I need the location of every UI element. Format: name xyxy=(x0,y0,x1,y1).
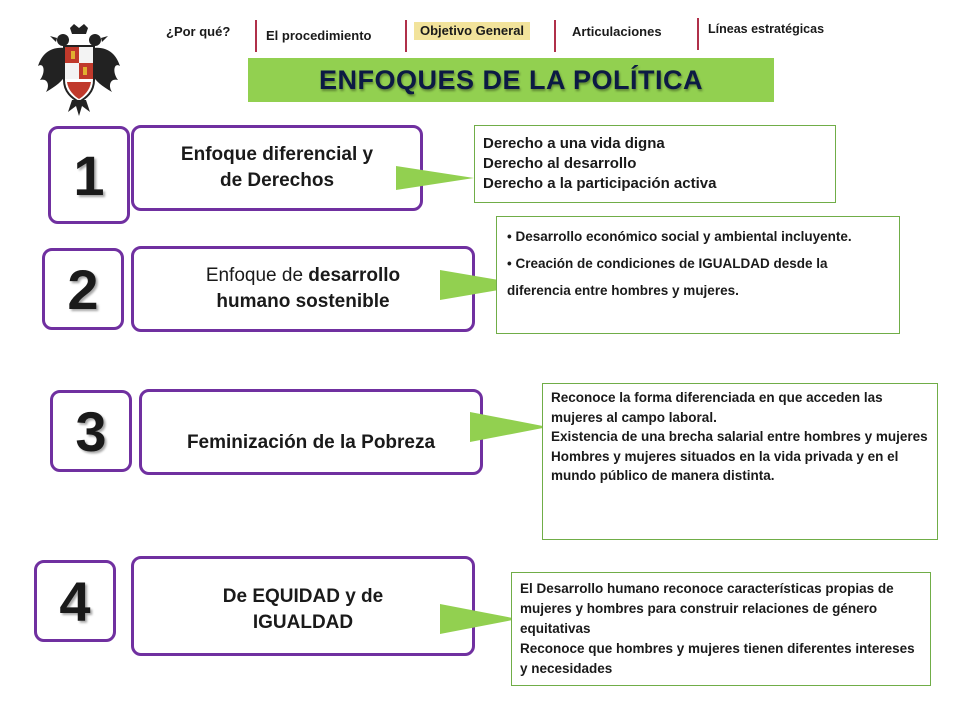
bullet-text: Desarrollo económico social y ambiental incluyente. xyxy=(515,229,852,244)
enfoque-box-4 xyxy=(131,556,475,656)
number-label: 3 xyxy=(75,399,107,463)
description-line: El Desarrollo humano reconoce características propias de mujeres y hombres para construir relaciones de género equitativas xyxy=(520,581,894,636)
enfoque-box-1 xyxy=(131,125,423,211)
title-banner xyxy=(248,58,774,102)
nav-divider xyxy=(255,20,257,52)
nav-item-lineas-estrategicas[interactable]: Líneas estratégicas xyxy=(708,22,825,36)
bullet-item: • Creación de condiciones de IGUALDAD desde la diferencia entre hombres y mujeres. xyxy=(507,256,828,298)
enfoque-label-line: IGUALDAD xyxy=(252,612,354,633)
enfoque-label-part: Enfoque de xyxy=(205,265,309,286)
top-navigation xyxy=(0,18,960,54)
arrow-connector-4 xyxy=(440,602,520,636)
number-label: 1 xyxy=(73,143,105,207)
nav-divider xyxy=(554,20,556,52)
description-line: Derecho al desarrollo xyxy=(483,155,637,172)
number-badge-1 xyxy=(48,126,130,224)
nav-item-objetivo-general[interactable]: Objetivo General xyxy=(414,22,530,40)
description-line: Reconoce que hombres y mujeres tienen diferentes intereses y necesidades xyxy=(520,641,915,676)
enfoque-box-2 xyxy=(131,246,475,332)
description-box-3 xyxy=(542,383,938,540)
page-title: ENFOQUES DE LA POLÍTICA xyxy=(318,64,703,95)
nav-divider xyxy=(405,20,407,52)
nav-divider xyxy=(697,18,699,50)
number-badge-4 xyxy=(34,560,116,642)
enfoque-label-line: de Derechos xyxy=(219,170,335,191)
enfoque-label-line: Enfoque diferencial y xyxy=(180,144,374,165)
arrow-connector-3 xyxy=(470,410,550,444)
bullet-item: • Desarrollo económico social y ambiental incluyente. xyxy=(507,229,852,244)
nav-item-procedimiento[interactable]: El procedimiento xyxy=(266,28,372,43)
enfoque-label-line: humano sostenible xyxy=(216,291,390,312)
number-label: 4 xyxy=(59,569,91,633)
enfoque-label-line: Feminización de la Pobreza xyxy=(186,432,436,453)
nav-item-por-que[interactable]: ¿Por qué? xyxy=(166,24,231,39)
enfoque-label-part: desarrollo xyxy=(308,265,401,286)
description-box-1 xyxy=(474,125,836,203)
description-line: Reconoce la forma diferenciada en que acceden las mujeres al campo laboral. xyxy=(551,390,883,425)
nav-item-articulaciones[interactable]: Articulaciones xyxy=(572,24,662,39)
number-badge-2 xyxy=(42,248,124,330)
description-box-4 xyxy=(511,572,931,686)
enfoque-box-3 xyxy=(139,389,483,475)
description-line: Derecho a la participación activa xyxy=(483,175,717,192)
description-line: Existencia de una brecha salarial entre hombres y mujeres xyxy=(551,429,928,444)
bullet-text: Creación de condiciones de IGUALDAD desde la diferencia entre hombres y mujeres. xyxy=(507,256,828,298)
number-badge-3 xyxy=(50,390,132,472)
description-box-2 xyxy=(496,216,900,334)
description-line: Hombres y mujeres situados en la vida privada y en el mundo público de manera distinta. xyxy=(551,448,899,483)
description-line: Derecho a una vida digna xyxy=(483,135,665,152)
arrow-connector-1 xyxy=(396,164,476,192)
number-label: 2 xyxy=(67,257,99,321)
enfoque-label-line: De EQUIDAD y de xyxy=(222,586,384,607)
